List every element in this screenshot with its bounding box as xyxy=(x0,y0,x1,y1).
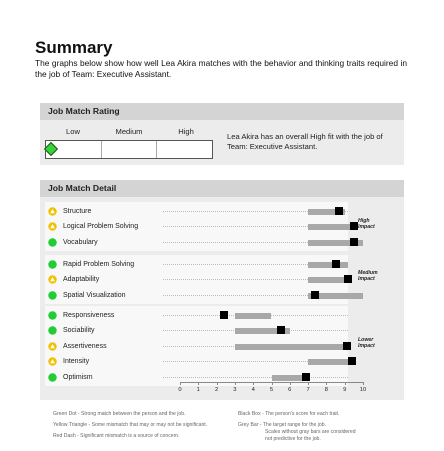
score-box xyxy=(350,222,358,230)
target-range-bar xyxy=(235,313,272,319)
impact-label-line: Medium xyxy=(358,270,378,276)
trait-label: Spatial Visualization xyxy=(63,291,126,299)
green-dot-icon xyxy=(48,311,57,320)
trait-label: Vocabulary xyxy=(63,238,98,246)
score-box xyxy=(220,311,228,319)
score-box xyxy=(311,291,319,299)
impact-label-line: Impact xyxy=(358,224,375,230)
axis-tick xyxy=(235,382,236,385)
trait-label: Structure xyxy=(63,208,92,215)
legend-gray-bar-note: Scales without gray bars are considered xyxy=(265,429,356,435)
axis-tick-label: 4 xyxy=(251,387,255,393)
trait-group xyxy=(45,255,348,304)
intro-text: The graphs below show how well Lea Akira matches with the behavior and thinking traits required in the job of Team: Executive Assistant. xyxy=(35,58,407,79)
rating-level-low: Low xyxy=(66,127,80,136)
score-box xyxy=(344,275,352,283)
yellow-triangle-icon xyxy=(48,342,57,351)
rating-level-high: High xyxy=(178,127,194,136)
axis-tick xyxy=(272,382,273,385)
legend-black-box: Black Box - The person's score for each trait. xyxy=(238,411,340,417)
axis-tick-label: 5 xyxy=(269,387,274,393)
job-match-rating-heading: Job Match Rating xyxy=(40,103,404,120)
trait-label: Sociability xyxy=(63,327,95,335)
impact-label-line: Lower xyxy=(358,337,374,343)
green-dot-icon xyxy=(48,260,57,269)
axis-tick xyxy=(198,382,199,385)
row-guide xyxy=(163,377,348,378)
legend-gray-bar-note: not predictive for the job. xyxy=(265,436,321,442)
axis-tick xyxy=(326,382,327,385)
axis-tick-label: 0 xyxy=(178,387,182,393)
trait-row xyxy=(45,354,348,369)
legend-red-dash: Red Dash - Significant mismatch is a source of concern. xyxy=(53,433,180,439)
green-dot-icon xyxy=(48,326,57,335)
legend-grey-bar: Grey Bar - The target range for the job. xyxy=(238,422,326,428)
axis-tick xyxy=(253,382,254,385)
axis-tick xyxy=(345,382,346,385)
impact-label-line: Impact xyxy=(358,343,375,349)
trait-label: Rapid Problem Solving xyxy=(63,261,135,268)
rating-scale xyxy=(45,140,213,159)
axis-tick-label: 3 xyxy=(233,387,237,393)
trait-row xyxy=(45,272,348,287)
axis-tick-label: 10 xyxy=(359,387,367,393)
axis-tick xyxy=(308,382,309,385)
axis-tick-label: 8 xyxy=(324,387,329,393)
job-match-rating-panel xyxy=(40,103,404,165)
axis-tick xyxy=(180,382,181,385)
impact-label-line: High xyxy=(358,218,370,224)
rating-divider xyxy=(101,141,102,158)
score-box xyxy=(350,238,358,246)
trait-group xyxy=(45,202,348,251)
trait-label: Adaptability xyxy=(63,276,100,284)
job-match-detail-heading: Job Match Detail xyxy=(40,180,404,197)
score-axis xyxy=(40,380,404,400)
yellow-triangle-icon xyxy=(48,275,57,284)
impact-label xyxy=(358,270,378,282)
rating-divider xyxy=(156,141,157,158)
trait-row xyxy=(45,235,348,250)
trait-row xyxy=(45,323,348,338)
target-range-bar xyxy=(308,277,345,283)
trait-row xyxy=(45,308,348,323)
rating-level-medium: Medium xyxy=(115,127,143,136)
axis-tick-label: 2 xyxy=(214,387,219,393)
target-range-bar xyxy=(235,344,345,350)
trait-row xyxy=(45,257,348,272)
trait-group xyxy=(45,306,348,386)
yellow-triangle-icon xyxy=(48,207,57,216)
score-box xyxy=(343,342,351,350)
trait-row xyxy=(45,339,348,354)
target-range-bar xyxy=(308,262,348,268)
trait-label: Optimism xyxy=(63,373,93,381)
job-match-detail-panel xyxy=(40,180,404,400)
score-box xyxy=(348,357,356,365)
axis-tick-label: 1 xyxy=(196,387,200,393)
score-box xyxy=(335,207,343,215)
axis-tick-label: 7 xyxy=(306,387,310,393)
legend-yellow-triangle: Yellow Triangle - Some mismatch that may or may not be significant. xyxy=(53,422,208,428)
score-box xyxy=(277,326,285,334)
impact-label xyxy=(358,218,375,230)
axis-tick xyxy=(217,382,218,385)
target-range-bar xyxy=(308,359,350,365)
impact-label-line: Impact xyxy=(358,276,375,282)
legend-green-dot: Green Dot - Strong match between the person and the job. xyxy=(53,411,186,417)
impact-label xyxy=(358,337,375,349)
trait-row xyxy=(45,204,348,219)
trait-label: Responsiveness xyxy=(63,312,115,319)
yellow-triangle-icon xyxy=(48,357,57,366)
page-title: Summary xyxy=(35,38,113,57)
axis-tick xyxy=(363,382,364,385)
trait-label: Intensity xyxy=(63,358,90,366)
rating-marker-diamond-icon xyxy=(44,142,58,156)
rating-summary-text: Lea Akira has an overall High fit with the job of Team: Executive Assistant. xyxy=(227,132,383,151)
trait-label: Logical Problem Solving xyxy=(63,223,139,231)
axis-tick-label: 6 xyxy=(288,387,292,393)
axis-tick-label: 9 xyxy=(343,387,347,393)
score-box xyxy=(332,260,340,268)
axis-tick xyxy=(290,382,291,385)
green-dot-icon xyxy=(48,291,57,300)
trait-row xyxy=(45,288,348,303)
yellow-triangle-icon xyxy=(48,222,57,231)
trait-label: Assertiveness xyxy=(63,342,107,350)
trait-row xyxy=(45,219,348,234)
green-dot-icon xyxy=(48,238,57,247)
